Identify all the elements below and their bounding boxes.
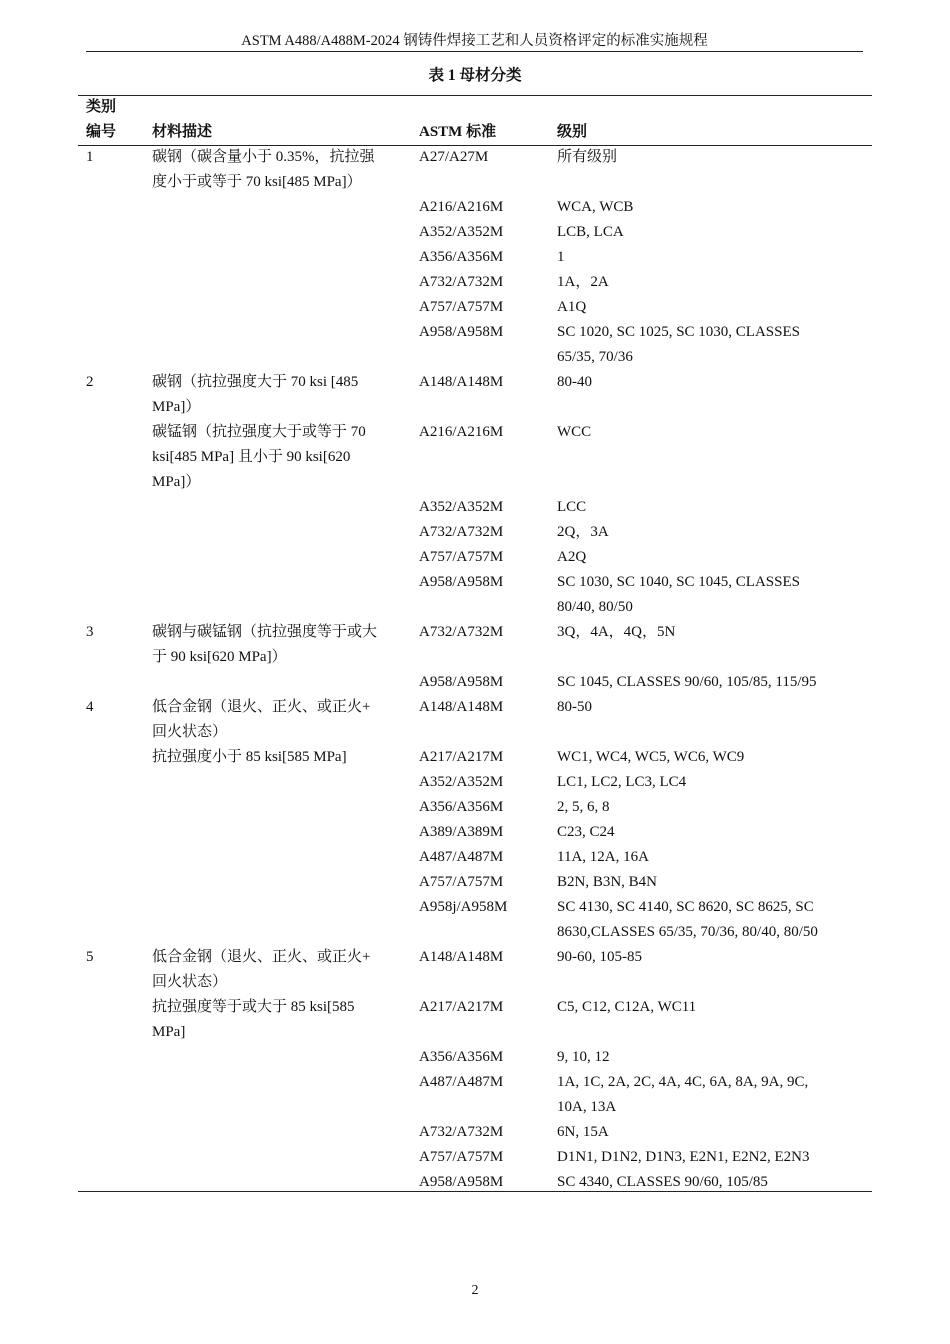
- category-number: 2: [86, 374, 94, 390]
- astm-standard: A389/A389M: [419, 824, 504, 840]
- astm-standard: A958/A958M: [419, 674, 504, 690]
- grade-value: SC 4130, SC 4140, SC 8620, SC 8625, SC: [557, 899, 814, 915]
- grade-value: 所有级别: [557, 149, 618, 165]
- grade-value: WC1, WC4, WC5, WC6, WC9: [557, 749, 745, 765]
- material-description: 度小于或等于 70 ksi[485 MPa]）: [152, 174, 362, 190]
- grade-value: 90-60, 105-85: [557, 949, 642, 965]
- material-description: MPa]）: [152, 399, 201, 415]
- astm-standard: A732/A732M: [419, 274, 504, 290]
- astm-standard: A757/A757M: [419, 549, 504, 565]
- grade-value: 80-40: [557, 374, 592, 390]
- material-description: 抗拉强度等于或大于 85 ksi[585: [152, 999, 355, 1015]
- grade-value: SC 1020, SC 1025, SC 1030, CLASSES: [557, 324, 800, 340]
- material-description: 碳钢（抗拉强度大于 70 ksi [485: [152, 374, 359, 390]
- grade-value: 80-50: [557, 699, 592, 715]
- astm-standard: A732/A732M: [419, 1124, 504, 1140]
- grade-value: 65/35, 70/36: [557, 349, 633, 365]
- material-description: 于 90 ksi[620 MPa]）: [152, 649, 287, 665]
- astm-standard: A27/A27M: [419, 149, 489, 165]
- table-top-rule: [78, 95, 872, 96]
- astm-standard: A352/A352M: [419, 224, 504, 240]
- grade-value: 1: [557, 249, 565, 265]
- astm-standard: A487/A487M: [419, 849, 504, 865]
- running-header: ASTM A488/A488M-2024 钢铸件焊接工艺和人员资格评定的标准实施规程: [241, 33, 708, 49]
- astm-standard: A958/A958M: [419, 324, 504, 340]
- header-category-line1: 类别: [86, 99, 117, 115]
- category-number: 1: [86, 149, 94, 165]
- grade-value: 2Q，3A: [557, 524, 609, 540]
- grade-value: 1A，2A: [557, 274, 609, 290]
- material-description: 回火状态）: [152, 724, 228, 740]
- table-bottom-rule: [78, 1191, 872, 1192]
- header-standard: ASTM 标准: [419, 124, 497, 140]
- grade-value: B2N, B3N, B4N: [557, 874, 658, 890]
- category-number: 4: [86, 699, 94, 715]
- grade-value: A2Q: [557, 549, 587, 565]
- material-description: 低合金钢（退火、正火、或正火+: [152, 699, 371, 715]
- material-description: MPa]）: [152, 474, 201, 490]
- grade-value: SC 1045, CLASSES 90/60, 105/85, 115/95: [557, 674, 817, 690]
- header-description: 材料描述: [152, 124, 213, 140]
- astm-standard: A148/A148M: [419, 699, 504, 715]
- page-number: 2: [471, 1283, 479, 1298]
- grade-value: 3Q，4A，4Q，5N: [557, 624, 676, 640]
- grade-value: A1Q: [557, 299, 587, 315]
- astm-standard: A352/A352M: [419, 499, 504, 515]
- table-caption: 表 1 母材分类: [428, 67, 522, 84]
- header-rule: [86, 51, 863, 52]
- astm-standard: A757/A757M: [419, 874, 504, 890]
- grade-value: LC1, LC2, LC3, LC4: [557, 774, 687, 790]
- grade-value: D1N1, D1N2, D1N3, E2N1, E2N2, E2N3: [557, 1149, 810, 1165]
- grade-value: 8630,CLASSES 65/35, 70/36, 80/40, 80/50: [557, 924, 818, 940]
- category-number: 5: [86, 949, 94, 965]
- grade-value: 6N, 15A: [557, 1124, 609, 1140]
- material-description: 低合金钢（退火、正火、或正火+: [152, 949, 371, 965]
- astm-standard: A958j/A958M: [419, 899, 508, 915]
- material-description: 碳钢（碳含量小于 0.35%，抗拉强: [152, 149, 375, 165]
- astm-standard: A216/A216M: [419, 199, 504, 215]
- material-description: MPa]: [152, 1024, 186, 1040]
- material-description: 抗拉强度小于 85 ksi[585 MPa]: [152, 749, 347, 765]
- material-description: ksi[485 MPa] 且小于 90 ksi[620: [152, 449, 351, 465]
- grade-value: LCB, LCA: [557, 224, 624, 240]
- astm-standard: A356/A356M: [419, 249, 504, 265]
- grade-value: 9, 10, 12: [557, 1049, 610, 1065]
- astm-standard: A356/A356M: [419, 799, 504, 815]
- grade-value: 1A, 1C, 2A, 2C, 4A, 4C, 6A, 8A, 9A, 9C,: [557, 1074, 809, 1090]
- astm-standard: A148/A148M: [419, 374, 504, 390]
- grade-value: SC 1030, SC 1040, SC 1045, CLASSES: [557, 574, 800, 590]
- astm-standard: A217/A217M: [419, 749, 504, 765]
- material-description: 碳锰钢（抗拉强度大于或等于 70: [152, 424, 366, 440]
- astm-standard: A757/A757M: [419, 1149, 504, 1165]
- astm-standard: A148/A148M: [419, 949, 504, 965]
- grade-value: C5, C12, C12A, WC11: [557, 999, 697, 1015]
- astm-standard: A958/A958M: [419, 574, 504, 590]
- material-description: 回火状态）: [152, 974, 228, 990]
- grade-value: WCC: [557, 424, 592, 440]
- astm-standard: A352/A352M: [419, 774, 504, 790]
- header-category-line2: 编号: [86, 124, 117, 140]
- header-grade: 级别: [557, 124, 588, 140]
- astm-standard: A757/A757M: [419, 299, 504, 315]
- category-number: 3: [86, 624, 94, 640]
- astm-standard: A216/A216M: [419, 424, 504, 440]
- grade-value: WCA, WCB: [557, 199, 634, 215]
- grade-value: 11A, 12A, 16A: [557, 849, 649, 865]
- grade-value: SC 4340, CLASSES 90/60, 105/85: [557, 1174, 768, 1190]
- astm-standard: A732/A732M: [419, 524, 504, 540]
- grade-value: 10A, 13A: [557, 1099, 617, 1115]
- astm-standard: A958/A958M: [419, 1174, 504, 1190]
- grade-value: C23, C24: [557, 824, 615, 840]
- astm-standard: A732/A732M: [419, 624, 504, 640]
- astm-standard: A356/A356M: [419, 1049, 504, 1065]
- grade-value: 80/40, 80/50: [557, 599, 633, 615]
- grade-value: 2, 5, 6, 8: [557, 799, 610, 815]
- astm-standard: A217/A217M: [419, 999, 504, 1015]
- material-description: 碳钢与碳锰钢（抗拉强度等于或大: [152, 624, 378, 640]
- grade-value: LCC: [557, 499, 587, 515]
- astm-standard: A487/A487M: [419, 1074, 504, 1090]
